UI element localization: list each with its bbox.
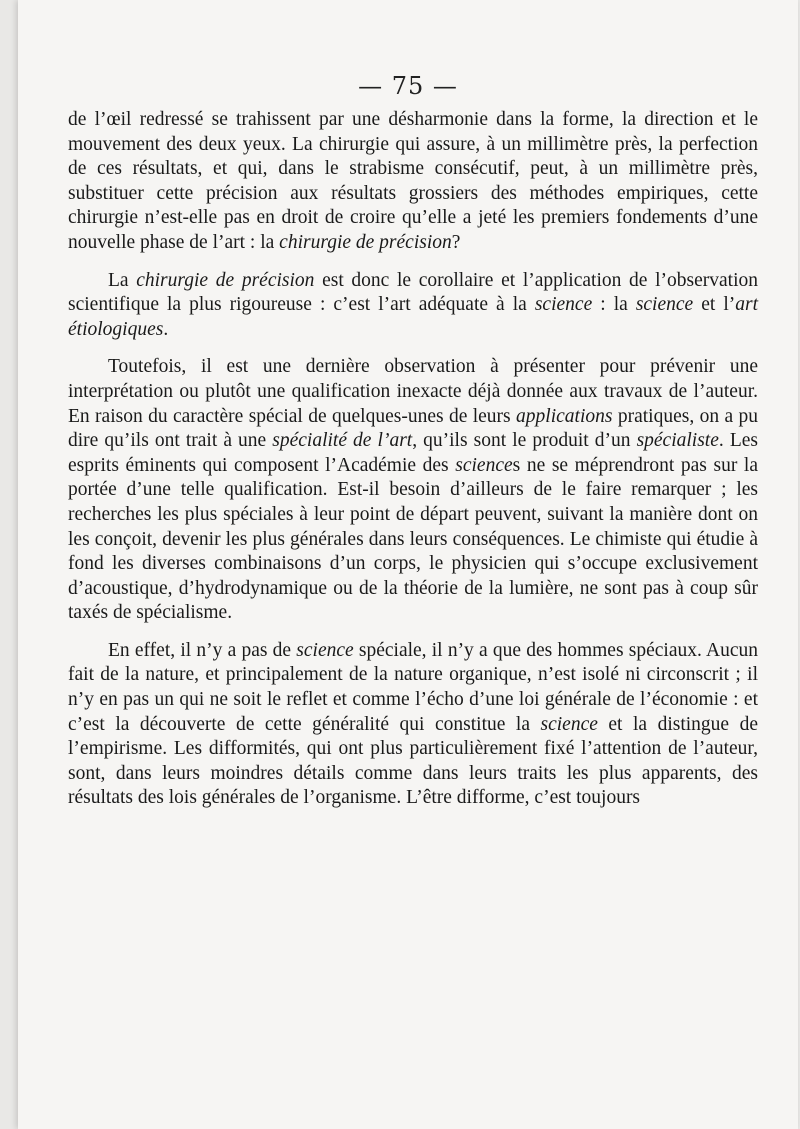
- paragraph-1: de l’œil redressé se trahissent par une désharmonie dans la forme, la direction et le mouvement des deux yeux. La chirurgie qui assure, à un millimètre près, la perfection de ces résultats, et qui, dans le strabisme consécutif, peut, à un millimètre près, substituer cette précision aux résultats grossiers des méthodes empiriques, cette chirurgie n’est-elle pas en droit de croire qu’elle a jeté les premiers fondements d’une nouvelle phase de l’art : la chirurgie de précision?: [68, 109, 758, 253]
- italic-phrase: art étiologiques: [68, 294, 759, 340]
- body-text: [68, 108, 758, 811]
- paragraph-4: En effet, il n’y a pas de science spéciale, il n’y a que des hommes spéciaux. Aucun fait de la nature, et principalement de la nature organique, n’est isolé ni circonscrit ; il n’y en pas un qui ne soit le reflet et comme l’écho d’une loi générale de l’économie : et c’est la découverte de cette généralité qui constitue la science et la distingue de l’empirisme. Les difformités, qui ont plus particulièrement fixé l’attention de l’auteur, sont, dans leurs moindres détails comme dans leurs traits les plus apparents, des résultats des lois générales de l’organisme. L’être difforme, c’est toujours: [68, 639, 758, 809]
- italic-phrase: science: [455, 454, 513, 476]
- paragraph-2: La chirurgie de précision est donc le corollaire et l’application de l’observation scientifique la plus rigoureuse : c’est l’art adéquate à la science : la science et l’art étiologiques.: [68, 269, 759, 340]
- italic-phrase: science: [296, 639, 354, 661]
- page-number: — 75 —: [358, 72, 458, 100]
- italic-phrase: chirurgie de précision: [279, 231, 452, 253]
- italic-phrase: spécialiste: [636, 430, 719, 452]
- italic-phrase: spécialité de l’art: [272, 430, 413, 452]
- document-page: [18, 0, 798, 1129]
- italic-phrase: science: [540, 713, 598, 735]
- italic-phrase: science: [534, 294, 593, 316]
- italic-phrase: chirurgie de précision: [136, 269, 315, 291]
- italic-phrase: science: [635, 294, 694, 316]
- italic-phrase: applications: [516, 405, 613, 427]
- paragraph-3: Toutefois, il est une dernière observation à présenter pour prévenir une interprétation ou plutôt une qualification inexacte déjà donnée aux travaux de l’auteur. En raison du caractère spécial de quelques-unes de leurs applications pratiques, on a pu dire qu’ils ont trait à une spécialité de l’art, qu’ils sont le produit d’un spécialiste. Les esprits éminents qui composent l’Académie des sciences ne se méprendront pas sur la portée d’une telle qualification. Est-il besoin d’ailleurs de le faire remarquer ; les recherches les plus spéciales à leur point de départ peuvent, suivant la manière dont on les conçoit, devenir les plus générales dans leurs conséquences. Le chimiste qui étudie à fond les diverses combinaisons d’un corps, le physicien qui s’occupe exclusivement d’acoustique, d’hydrodynamique ou de la théorie de la lumière, ne sont pas à coup sûr taxés de spécialisme.: [68, 356, 758, 624]
